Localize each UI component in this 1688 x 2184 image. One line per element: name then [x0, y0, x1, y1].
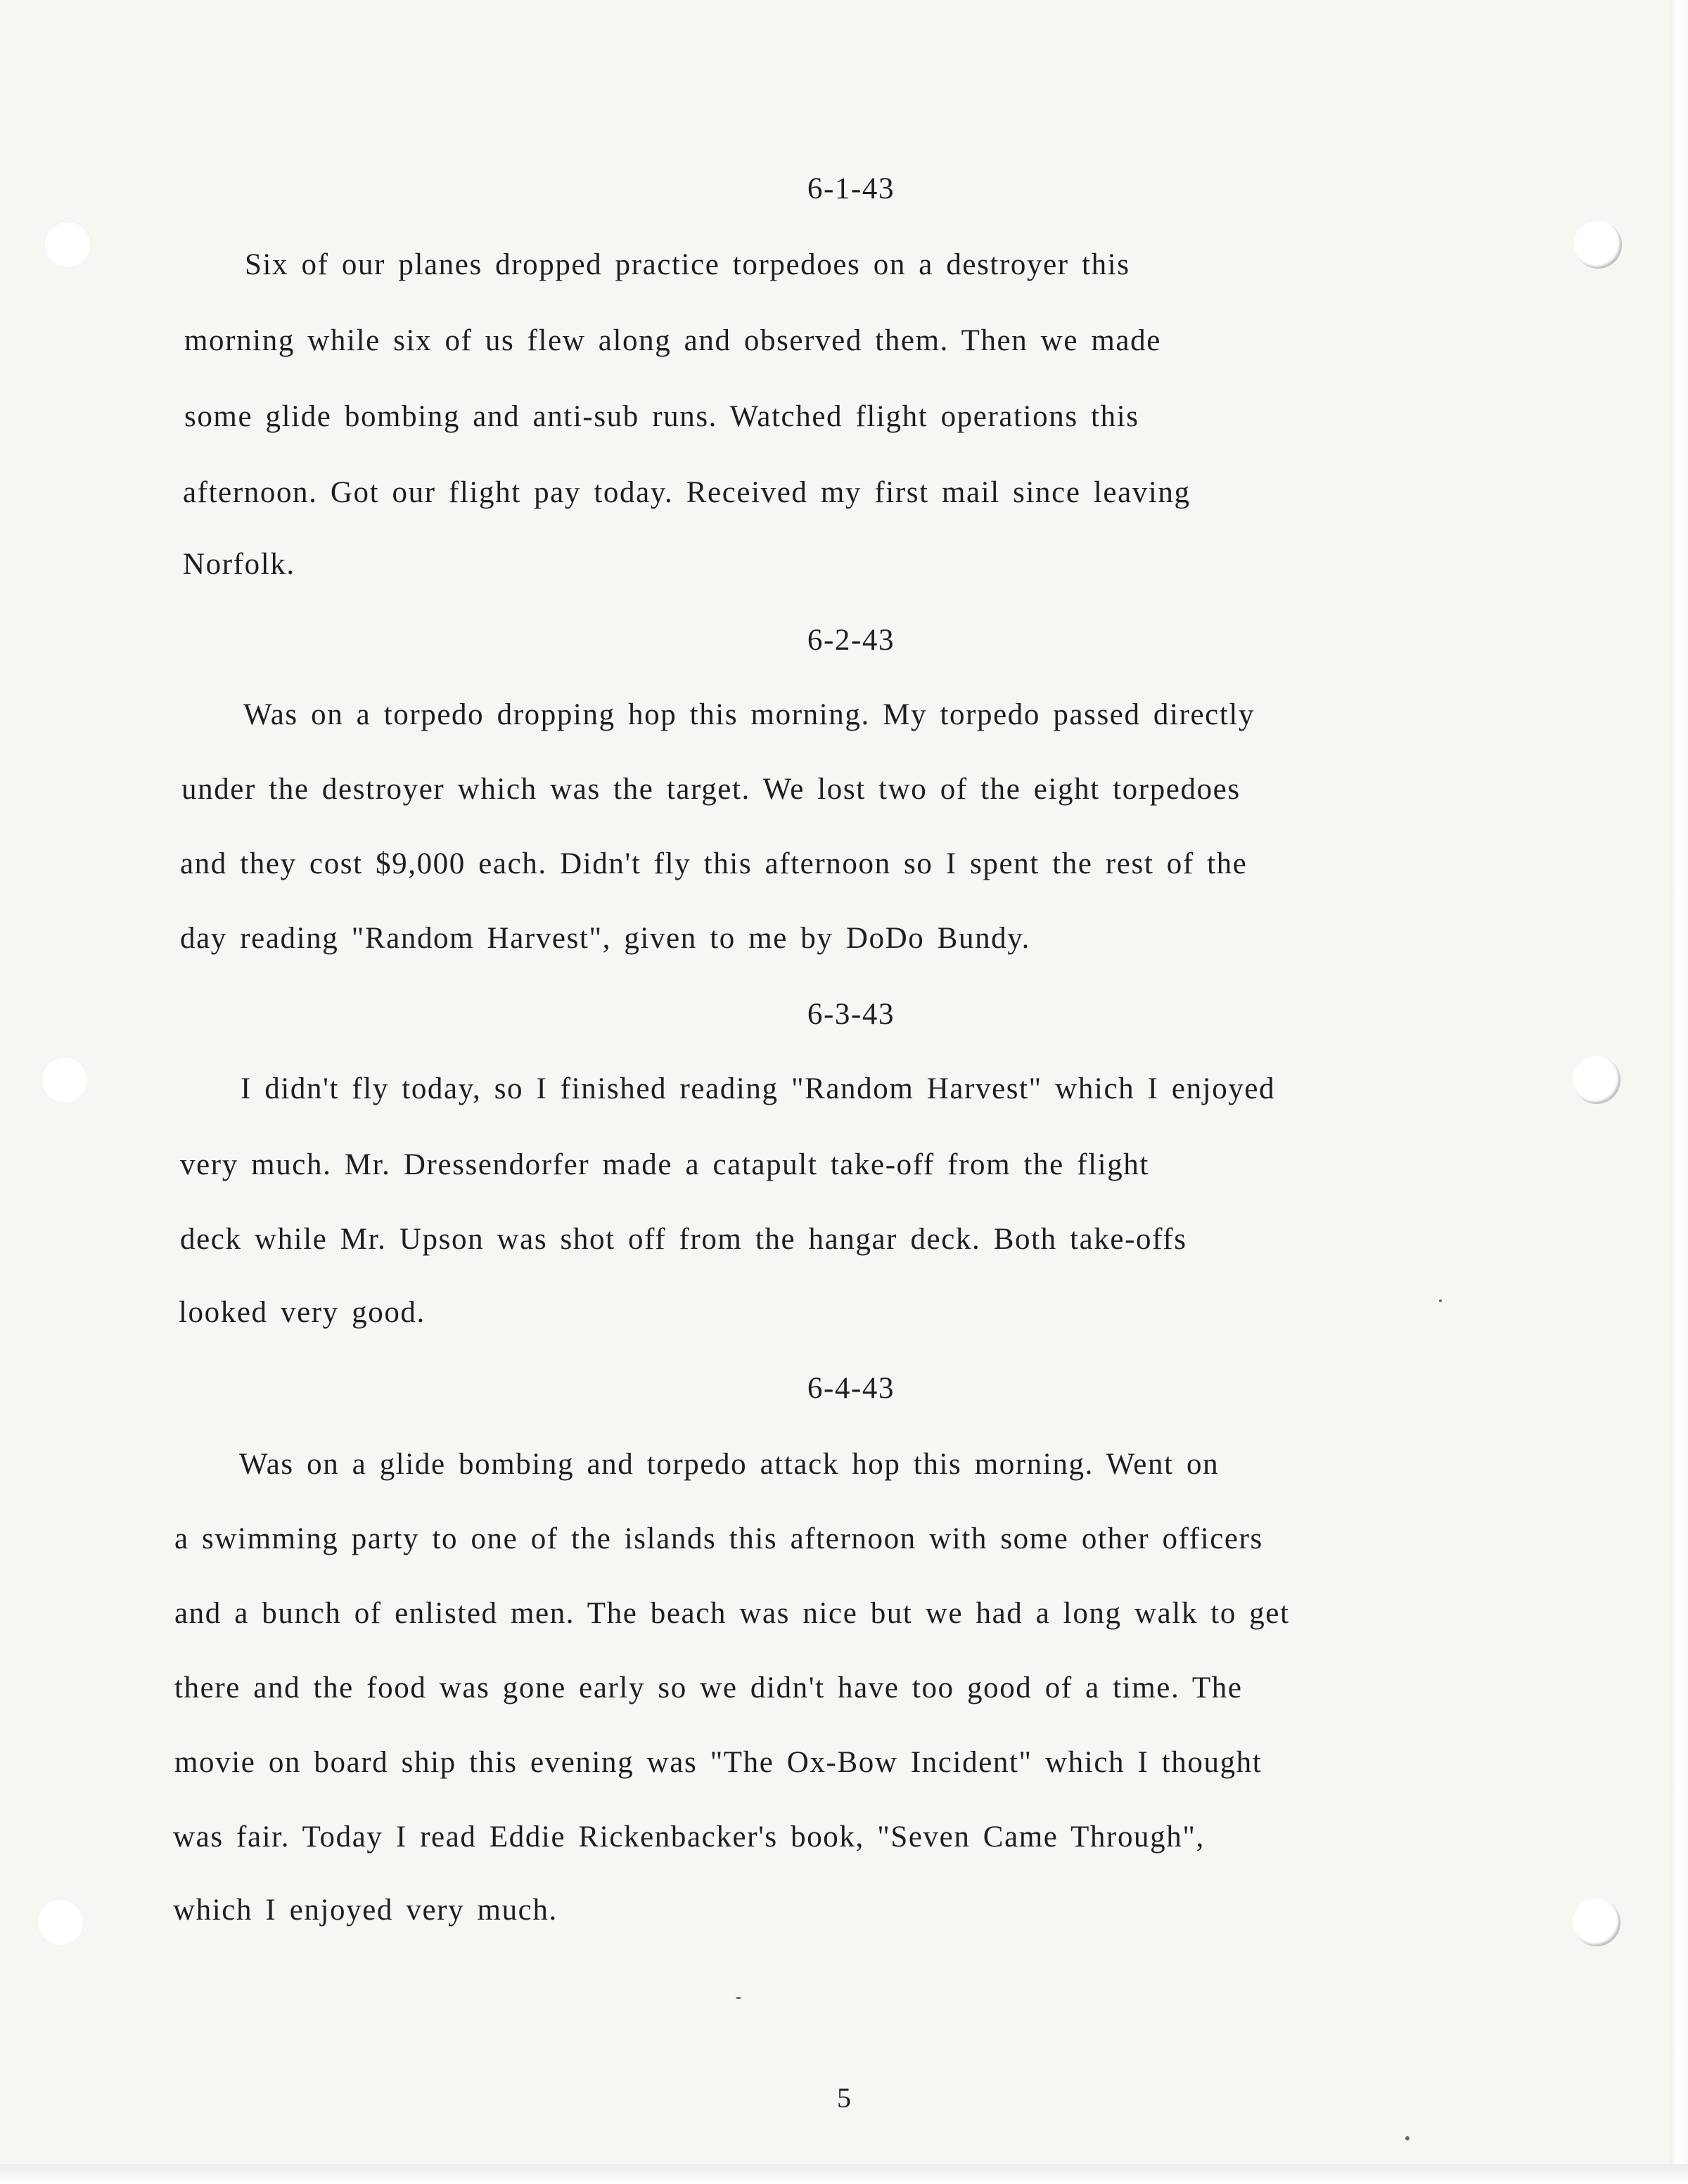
entry-text-line: Norfolk.	[183, 548, 295, 581]
entry-text-line: looked very good.	[179, 1296, 426, 1329]
paper-speck	[1405, 2136, 1409, 2140]
entry-text-line: afternoon. Got our flight pay today. Received my first mail since leaving	[183, 476, 1191, 509]
entry-date: 6-3-43	[807, 998, 895, 1031]
entry-date: 6-1-43	[807, 172, 895, 205]
entry-text-line: day reading "Random Harvest", given to me by DoDo Bundy.	[180, 922, 1030, 955]
entry-text-line: was fair. Today I read Eddie Rickenbacker's book, "Seven Came Through",	[173, 1820, 1205, 1854]
entry-text-line: which I enjoyed very much.	[173, 1894, 558, 1927]
entry-date: 6-4-43	[807, 1372, 895, 1405]
entry-text-line: deck while Mr. Upson was shot off from the hangar deck. Both take-offs	[180, 1223, 1187, 1256]
punch-hole-left-bottom	[37, 1899, 84, 1946]
entry-text-line: Was on a glide bombing and torpedo attack hop this morning. Went on	[239, 1448, 1220, 1481]
paper-edge-right	[1670, 0, 1688, 2184]
entry-text-line: Six of our planes dropped practice torpedoes on a destroyer this	[245, 248, 1130, 281]
page-number: 5	[837, 2082, 852, 2114]
punch-hole-right-bottom	[1573, 1899, 1620, 1946]
punch-hole-left-top	[44, 221, 91, 269]
entry-text-line: there and the food was gone early so we didn't have too good of a time. The	[174, 1671, 1243, 1704]
entry-text-line: under the destroyer which was the target. We lost two of the eight torpedoes	[181, 773, 1241, 806]
paper-edge-bottom	[0, 2164, 1688, 2184]
entry-text-line: and they cost $9,000 each. Didn't fly this afternoon so I spent the rest of the	[180, 847, 1248, 880]
entry-text-line: I didn't fly today, so I finished reading "Random Harvest" which I enjoyed	[241, 1072, 1276, 1105]
entry-text-line: Was on a torpedo dropping hop this morning. My torpedo passed directly	[243, 698, 1255, 731]
entry-text-line: some glide bombing and anti-sub runs. Watched flight operations this	[184, 400, 1139, 433]
punch-hole-right-middle	[1573, 1056, 1620, 1104]
punch-hole-left-middle	[41, 1056, 89, 1104]
entry-text-line: morning while six of us flew along and observed them. Then we made	[184, 324, 1161, 357]
entry-date: 6-2-43	[807, 624, 895, 657]
entry-text-line: movie on board ship this evening was "The Ox-Bow Incident" which I thought	[174, 1746, 1262, 1779]
entry-text-line: and a bunch of enlisted men. The beach was nice but we had a long walk to get	[174, 1597, 1290, 1630]
entry-text-line: a swimming party to one of the islands this afternoon with some other officers	[174, 1522, 1263, 1555]
punch-hole-right-top	[1574, 221, 1622, 269]
entry-text-line: very much. Mr. Dressendorfer made a catapult take-off from the flight	[180, 1148, 1149, 1181]
paper-speck	[736, 1997, 741, 1999]
paper-speck	[1439, 1299, 1442, 1302]
